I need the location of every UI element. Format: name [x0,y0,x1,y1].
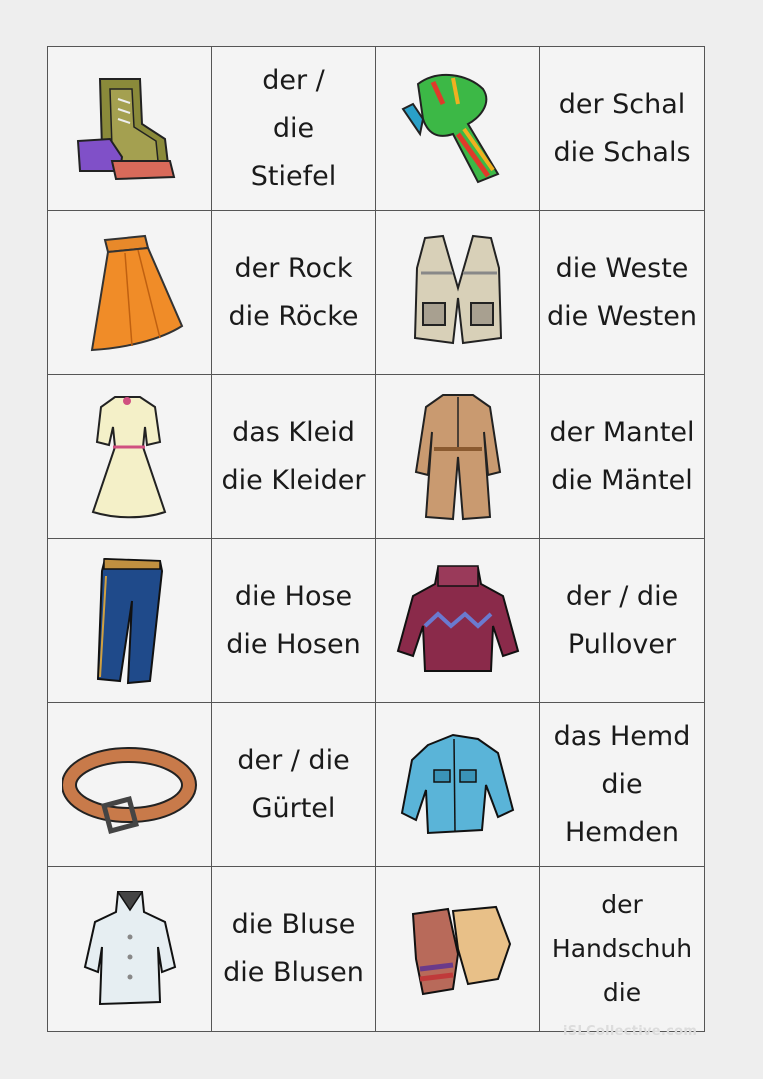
card-trousers-image [48,539,212,703]
card-text: die Bluse die Blusen [223,909,364,988]
card-text: der Mantel die Mäntel [549,416,695,496]
card-text: der Rock die Röcke [228,252,359,332]
card-shirt-word [540,703,704,867]
memory-card-grid [47,46,705,1032]
card-coat-image [376,375,540,539]
gloves-icon [398,899,518,999]
sweater-icon [393,556,523,686]
card-text: das Kleid die Kleider [221,416,366,496]
card-text: der / die Stiefel [250,64,337,192]
shirt-icon [398,725,518,845]
card-gloves-image [376,867,540,1031]
vest-icon [403,228,513,358]
scarf-icon [398,64,518,194]
card-blouse-word [212,867,376,1031]
blouse-icon [80,882,180,1017]
card-belt-word [212,703,376,867]
watermark: iSLCollective.com [563,1024,698,1039]
boots-icon [70,69,190,189]
card-trousers-word [212,539,376,703]
card-text: das Hemd die Hemden [553,720,691,848]
card-text: der Handschuh die [551,890,693,1007]
card-sweater-image [376,539,540,703]
card-scarf-word [540,47,704,211]
card-text: die Hose die Hosen [226,580,361,660]
card-vest-image [376,211,540,375]
card-vest-word [540,211,704,375]
card-boots-word [212,47,376,211]
card-text: die Weste die Westen [547,252,697,332]
card-text: der / die Pullover [565,580,679,660]
card-sweater-word [540,539,704,703]
trousers-icon [80,551,180,691]
card-dress-word [212,375,376,539]
dress-icon [75,387,185,527]
card-shirt-image [376,703,540,867]
coat-icon [408,387,508,527]
card-blouse-image [48,867,212,1031]
card-boots-image [48,47,212,211]
card-skirt-word [212,211,376,375]
card-skirt-image [48,211,212,375]
belt-icon [62,730,197,840]
card-text: der Schal die Schals [553,88,691,168]
card-dress-image [48,375,212,539]
card-gloves-word [540,867,704,1031]
card-coat-word [540,375,704,539]
card-text: der / die Gürtel [237,744,350,824]
skirt-icon [70,228,190,358]
card-belt-image [48,703,212,867]
card-scarf-image [376,47,540,211]
